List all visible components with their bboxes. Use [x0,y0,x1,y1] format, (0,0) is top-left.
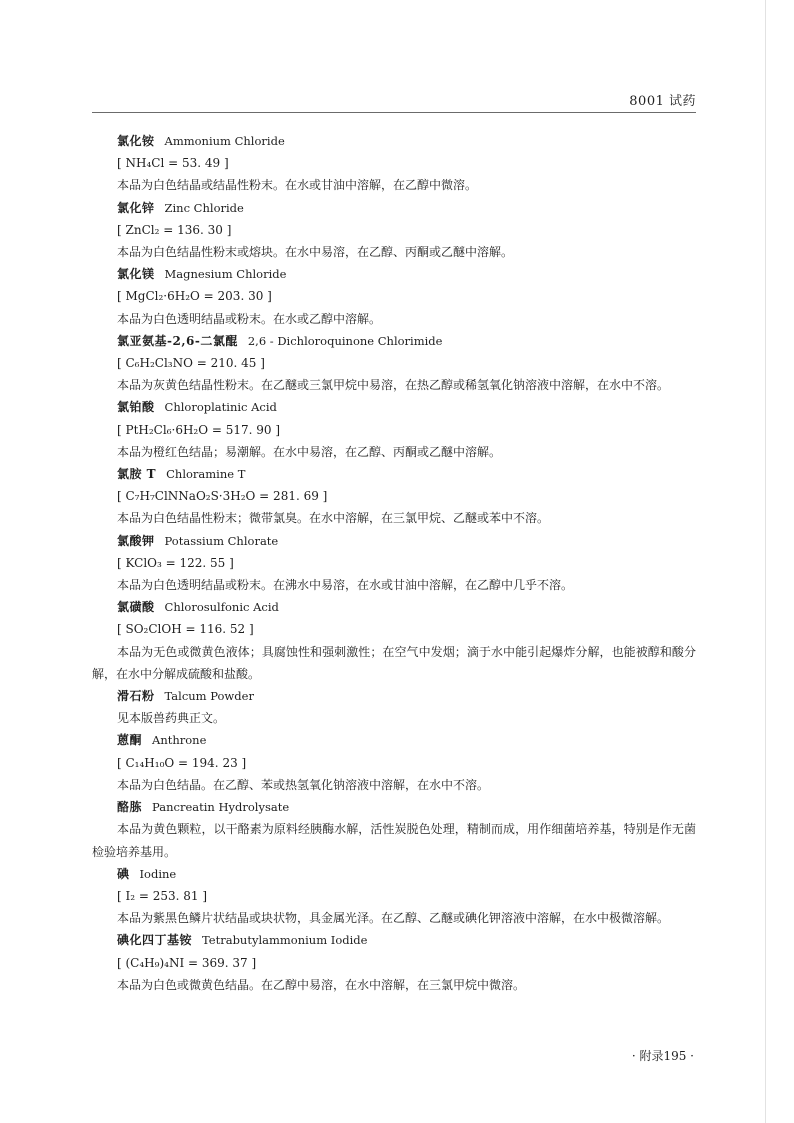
reagent-title [92,863,696,885]
reagent-entry [92,929,696,996]
reagent-name-zh: 氯亚氨基-2,6-二氯醌 [117,333,238,348]
reagent-entry [92,685,696,729]
reagent-entry [92,463,696,530]
reagent-formula: [ C₆H₂Cl₃NO = 210. 45 ] [117,356,265,371]
reagent-description: 本品为紫黑色鳞片状结晶或块状物，具金属光泽。在乙醇、乙醚或碘化钾溶液中溶解，在水中极微溶解。 [117,911,670,926]
reagent-description: 本品为白色结晶性粉末；微带氯臭。在水中溶解，在三氯甲烷、乙醚或苯中不溶。 [117,511,550,526]
reagent-description: 本品为白色结晶或结晶性粉末。在水或甘油中溶解，在乙醇中微溶。 [117,178,478,193]
reagent-name-en: 2,6 - Dichloroquinone Chlorimide [247,333,443,348]
reagent-name-en: Pancreatin Hydrolysate [152,800,290,815]
reagent-title [92,130,696,152]
reagent-name-en: Anthrone [152,733,207,748]
reagent-description: 本品为白色透明结晶或粉末。在水或乙醇中溶解。 [117,311,382,326]
reagent-name-en: Talcum Powder [164,689,254,704]
reagent-name-zh: 氯化锌 [117,200,155,215]
reagent-formula: [ C₁₄H₁₀O = 194. 23 ] [117,755,247,770]
reagent-description: 本品为灰黄色结晶性粉末。在乙醚或三氯甲烷中易溶，在热乙醇或稀氢氧化钠溶液中溶解，在水中不溶。 [117,378,670,393]
running-header [92,88,696,113]
reagent-title [92,685,696,707]
reagent-title [92,263,696,285]
reagent-name-en: Ammonium Chloride [164,134,285,148]
reagent-name-en: Potassium Chlorate [164,533,279,548]
reagent-description: 本品为白色结晶。在乙醇、苯或热氢氧化钠溶液中溶解，在水中不溶。 [117,777,490,792]
reagent-name-zh: 碘化四丁基铵 [117,933,193,948]
reagent-name-zh: 酪胨 [117,800,143,815]
reagent-title [92,330,696,352]
reagent-entry [92,796,696,863]
reagent-entry [92,396,696,463]
reagent-formula: [ I₂ = 253. 81 ] [117,888,208,903]
reagent-title [92,530,696,552]
reagent-name-zh: 氯化镁 [117,267,155,282]
page-number: · 附录195 · [631,1049,694,1063]
reagent-name-zh: 氯铂酸 [117,400,155,415]
reagent-title [92,796,696,818]
reagent-description: 本品为黄色颗粒，以干酪素为原料经胰酶水解，活性炭脱色处理，精制而成，用作细菌培养基，特别是作无菌检验培养基用。 [92,822,696,859]
reagent-name-zh: 氯酸钾 [117,533,155,548]
header-title: 8001 试药 [629,94,696,109]
reagent-name-en: Chlorosulfonic Acid [164,600,279,615]
reagent-description: 本品为白色或微黄色结晶。在乙醇中易溶，在水中溶解，在三氯甲烷中微溶。 [117,977,526,992]
reagent-entry [92,596,696,685]
reagent-name-zh: 滑石粉 [117,689,155,704]
reagent-formula: [ SO₂ClOH = 116. 52 ] [117,622,254,637]
reagent-entry [92,130,696,197]
reagent-entry [92,197,696,264]
reagent-formula: [ C₇H₇ClNNaO₂S·3H₂O = 281. 69 ] [117,489,328,504]
reagent-name-en: Chloramine T [166,467,246,482]
reagent-formula: [ KClO₃ = 122. 55 ] [117,555,234,570]
reagent-description: 本品为白色透明结晶或粉末。在沸水中易溶，在水或甘油中溶解，在乙醇中几乎不溶。 [117,578,574,593]
reagent-description: 本品为白色结晶性粉末或熔块。在水中易溶，在乙醇、丙酮或乙醚中溶解。 [117,245,514,260]
reagent-name-zh: 氯磺酸 [117,600,155,615]
reagent-entry [92,263,696,330]
page-edge [765,0,766,1123]
reagent-name-en: Tetrabutylammonium Iodide [202,933,368,948]
reagent-entry [92,530,696,597]
reagent-description: 见本版兽药典正文。 [117,711,226,726]
reagent-name-en: Iodine [139,866,177,881]
reagent-title [92,197,696,219]
reagent-title [92,729,696,751]
reagent-entry [92,863,696,930]
reagent-formula: [ PtH₂Cl₆·6H₂O = 517. 90 ] [117,422,281,437]
reagent-name-zh: 蒽酮 [117,733,143,748]
reagent-name-zh: 氯胺 T [117,467,157,482]
reagent-name-en: Chloroplatinic Acid [164,400,277,415]
reagent-description: 本品为无色或微黄色液体；具腐蚀性和强刺激性；在空气中发烟；滴于水中能引起爆炸分解，也能被醇和酸分解，在水中分解成硫酸和盐酸。 [92,644,696,681]
reagent-formula: [ ZnCl₂ = 136. 30 ] [117,222,232,237]
reagent-name-zh: 氯化铵 [117,134,155,148]
reagent-formula: [ MgCl₂·6H₂O = 203. 30 ] [117,289,272,304]
reagent-formula: [ NH₄Cl = 53. 49 ] [117,156,229,171]
reagent-entry [92,729,696,796]
reagent-name-zh: 碘 [117,866,130,881]
reagent-title [92,396,696,418]
reagent-list [92,130,696,996]
reagent-title [92,929,696,951]
reagent-title [92,596,696,618]
reagent-name-en: Zinc Chloride [164,200,244,215]
reagent-title [92,463,696,485]
reagent-description: 本品为橙红色结晶；易潮解。在水中易溶，在乙醇、丙酮或乙醚中溶解。 [117,444,502,459]
reagent-entry [92,330,696,397]
reagent-name-en: Magnesium Chloride [164,267,287,282]
reagent-formula: [ (C₄H₉)₄NI = 369. 37 ] [117,955,257,970]
